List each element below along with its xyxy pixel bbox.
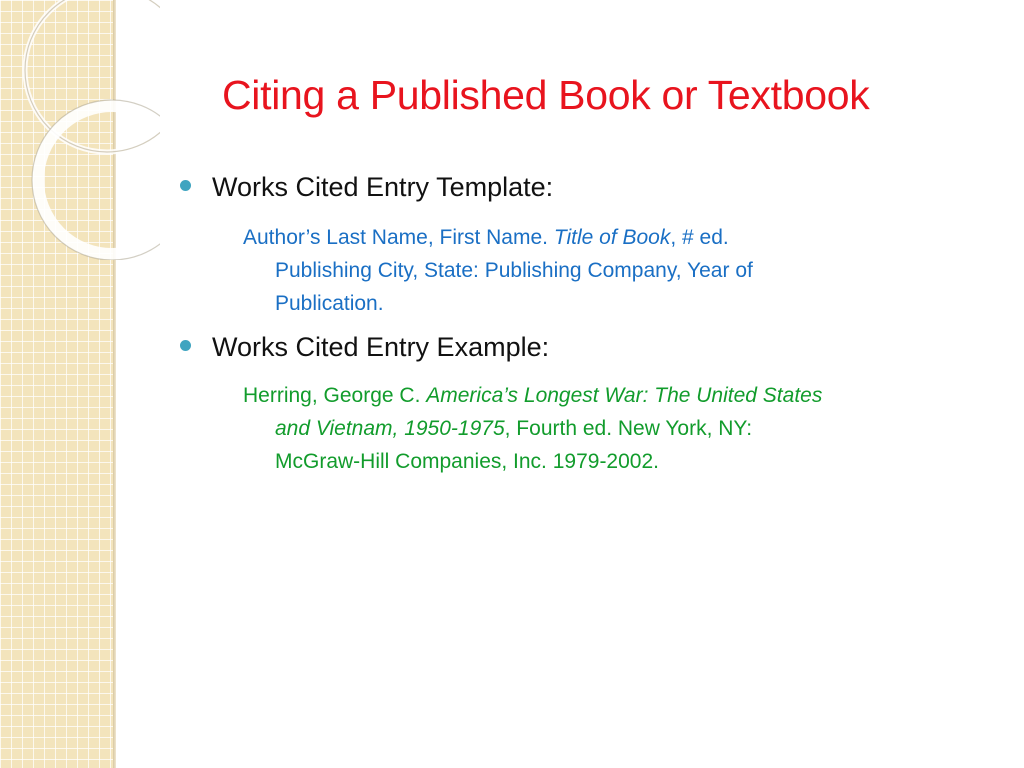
example-entry [243, 379, 943, 478]
example-entry-line-1 [243, 379, 943, 412]
example-title-text: America’s Longest War: The United States [426, 384, 823, 407]
example-author-text: Herring, George C. [243, 384, 427, 407]
decorative-rings-icon [0, 0, 160, 260]
slide-title: Citing a Published Book or Textbook [222, 72, 870, 118]
bullet-label: Works Cited Entry Template: [212, 172, 554, 202]
bullet-dot-icon [180, 340, 191, 351]
template-entry [243, 221, 943, 320]
example-entry-line-2 [243, 412, 943, 445]
bullet-label: Works Cited Entry Example: [212, 332, 550, 362]
bullet-dot-icon [180, 180, 191, 191]
example-entry-line-3: McGraw-Hill Companies, Inc. 1979-2002. [275, 450, 659, 473]
template-author-text: Author’s Last Name, First Name. [243, 226, 554, 249]
template-entry-line-1 [243, 221, 943, 254]
template-entry-line-3: Publication. [275, 292, 384, 315]
bullet-item-example [180, 332, 549, 363]
template-edition-text: , # ed. [670, 226, 729, 249]
example-title-continued: and Vietnam, 1950-1975 [275, 417, 505, 440]
bullet-item-template [180, 172, 553, 203]
template-entry-line-2: Publishing City, State: Publishing Company, Year of [275, 259, 753, 282]
example-edition-text: , Fourth ed. New York, NY: [504, 417, 753, 440]
template-title-text: Title of Book [553, 226, 671, 249]
